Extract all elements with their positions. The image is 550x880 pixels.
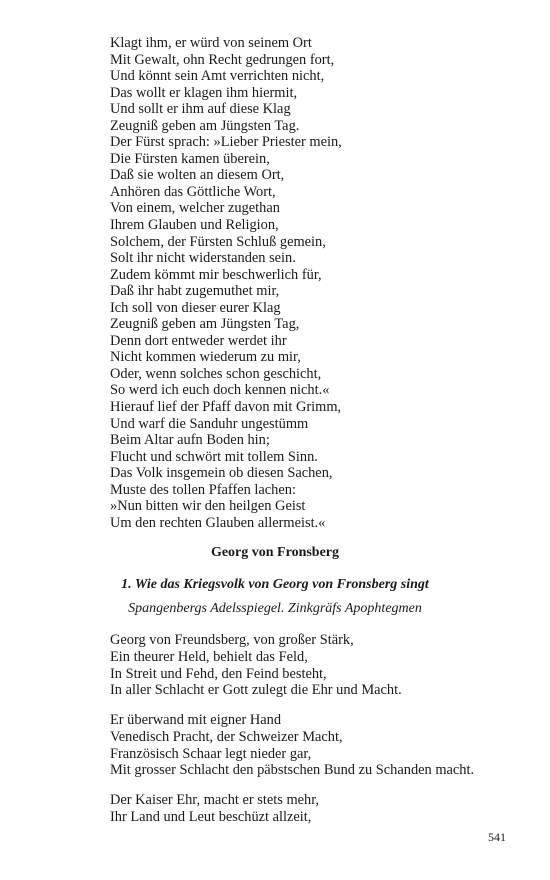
- stanza-3: [110, 792, 530, 826]
- verse-line: Um den rechten Glauben allermeist.«: [110, 514, 326, 531]
- verse-line: Ich soll von dieser eurer Klag: [110, 299, 281, 316]
- verse-line: Ihr Land und Leut beschüzt allzeit,: [110, 808, 312, 825]
- verse-line: Er überwand mit eigner Hand: [110, 712, 282, 728]
- verse-line: Mit Gewalt, ohn Recht gedrungen fort,: [110, 51, 335, 68]
- verse-line: Ein theurer Held, behielt das Feld,: [110, 648, 308, 665]
- verse-line: Venedisch Pracht, der Schweizer Macht,: [110, 728, 343, 745]
- verse-line: Hierauf lief der Pfaff davon mit Grimm,: [110, 399, 342, 416]
- page-number: 541: [488, 830, 506, 844]
- verse-line: »Nun bitten wir den heilgen Geist: [110, 498, 306, 515]
- verse-line: Nicht kommen wiederum zu mir,: [110, 349, 301, 366]
- poem-continuation: [110, 35, 510, 531]
- verse-line: Daß ihr habt zugemuthet mir,: [110, 283, 280, 300]
- verse-line: Und sollt er ihm auf diese Klag: [110, 101, 291, 118]
- verse-line: Zudem kömmt mir beschwerlich für,: [110, 266, 322, 283]
- verse-line: Zeugniß geben am Jüngsten Tag,: [110, 316, 300, 333]
- verse-line: Solt ihr nicht widerstanden sein.: [110, 250, 296, 267]
- verse-line: Von einem, welcher zugethan: [110, 200, 280, 217]
- verse-line: In Streit und Fehd, den Feind besteht,: [110, 665, 327, 682]
- verse-line: Die Fürsten kamen überein,: [110, 150, 270, 167]
- verse-line: Muste des tollen Pfaffen lachen:: [110, 481, 296, 498]
- section-heading: Georg von Fronsberg: [210, 545, 340, 560]
- stanza-1: [110, 632, 530, 699]
- verse-line: Das wollt er klagen ihm hiermit,: [110, 84, 298, 101]
- verse-line: In aller Schlacht er Gott zulegt die Ehr und Macht.: [110, 682, 402, 699]
- source-citation: Spangenbergs Adelsspiegel. Zinkgräfs Apophtegmen: [128, 601, 422, 616]
- verse-line: Das Volk insgemein ob diesen Sachen,: [110, 465, 333, 482]
- verse-line: Französisch Schaar legt nieder gar,: [110, 745, 312, 762]
- verse-line: Ihrem Glauben und Religion,: [110, 217, 279, 234]
- stanza-2: [110, 712, 530, 779]
- verse-line: Mit grosser Schlacht den päbstschen Bund zu Schanden macht.: [110, 762, 475, 779]
- verse-line: Beim Altar aufn Boden hin;: [110, 432, 270, 449]
- verse-line: Solchem, der Fürsten Schluß gemein,: [110, 233, 326, 250]
- verse-line: So werd ich euch doch kennen nicht.«: [110, 382, 330, 399]
- verse-line: Daß sie wolten an diesem Ort,: [110, 167, 285, 184]
- verse-line: Anhören das Göttliche Wort,: [110, 183, 276, 200]
- verse-line: Flucht und schwört mit tollem Sinn.: [110, 448, 318, 465]
- verse-line: Denn dort entweder werdet ihr: [110, 332, 287, 349]
- verse-line: Georg von Freundsberg, von großer Stärk,: [110, 632, 354, 648]
- verse-line: Oder, wenn solches schon geschicht,: [110, 365, 322, 382]
- verse-line: Der Fürst sprach: »Lieber Priester mein,: [110, 134, 342, 151]
- song-title: 1. Wie das Kriegsvolk von Georg von Fronsberg singt: [121, 577, 429, 592]
- verse-line: Klagt ihm, er würd von seinem Ort: [110, 35, 312, 51]
- verse-line: Der Kaiser Ehr, macht er stets mehr,: [110, 792, 320, 808]
- verse-line: Und könnt sein Amt verrichten nicht,: [110, 68, 325, 85]
- verse-line: Zeugniß geben am Jüngsten Tag.: [110, 117, 300, 134]
- verse-line: Und warf die Sanduhr ungestümm: [110, 415, 309, 432]
